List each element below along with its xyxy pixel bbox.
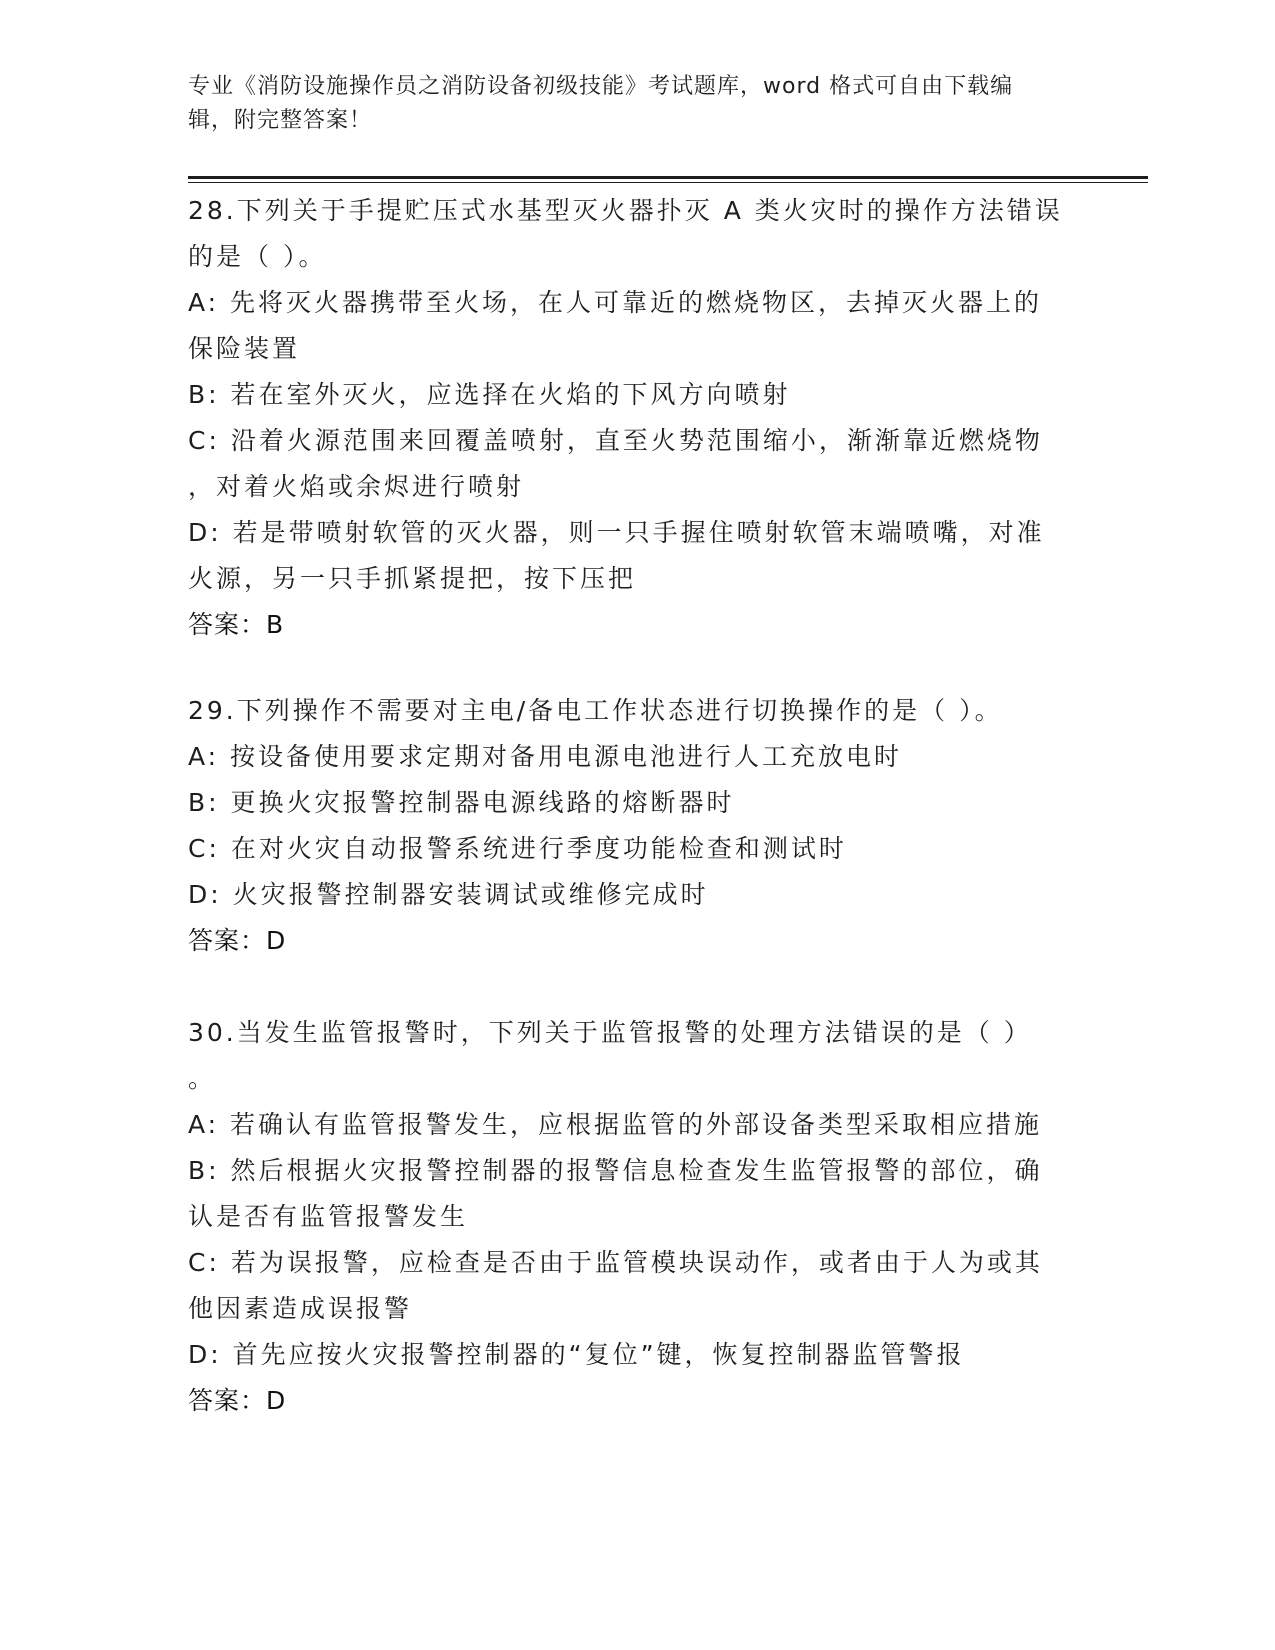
question-30: [188, 1010, 1088, 1424]
question-30-answer: 答案：D: [188, 1386, 287, 1415]
question-30-line: 30.当发生监管报警时，下列关于监管报警的处理方法错误的是（ ）: [188, 1018, 1032, 1047]
question-28-option-a-cont: 保险装置: [188, 334, 301, 363]
question-30-option-c: C: 若为误报警，应检查是否由于监管模块误动作，或者由于人为或其: [188, 1248, 1043, 1277]
question-30-option-a: A: 若确认有监管报警发生，应根据监管的外部设备类型采取相应措施: [188, 1110, 1043, 1139]
question-28-option-b: B: 若在室外灭火，应选择在火焰的下风方向喷射: [188, 380, 791, 409]
question-28-option-d-cont: 火源，另一只手抓紧提把，按下压把: [188, 564, 637, 593]
question-28-line: 28.下列关于手提贮压式水基型灭火器扑灭 A 类火灾时的操作方法错误: [188, 196, 1063, 225]
question-30-option-d: D: 首先应按火灾报警控制器的“复位”键，恢复控制器监管警报: [188, 1340, 965, 1369]
header-line-2: 辑，附完整答案！: [188, 108, 373, 133]
question-29-option-c: C: 在对火灾自动报警系统进行季度功能检查和测试时: [188, 834, 847, 863]
question-28-option-a: A: 先将灭火器携带至火场，在人可靠近的燃烧物区，去掉灭火器上的: [188, 288, 1043, 317]
question-29: [188, 688, 1088, 964]
header-line-1: 专业《消防设施操作员之消防设备初级技能》考试题库，word 格式可自由下载编: [188, 74, 1014, 99]
question-28-line: 的是（ ）。: [188, 242, 327, 271]
question-28-option-c: C: 沿着火源范围来回覆盖喷射，直至火势范围缩小，渐渐靠近燃烧物: [188, 426, 1043, 455]
question-30-option-c-cont: 他因素造成误报警: [188, 1294, 413, 1323]
question-29-option-a: A: 按设备使用要求定期对备用电源电池进行人工充放电时: [188, 742, 903, 771]
question-29-option-b: B: 更换火灾报警控制器电源线路的熔断器时: [188, 788, 735, 817]
header-divider-thick: [188, 176, 1148, 179]
question-28: [188, 188, 1088, 648]
question-30-option-b: B: 然后根据火灾报警控制器的报警信息检查发生监管报警的部位，确: [188, 1156, 1043, 1185]
question-29-option-d: D: 火灾报警控制器安装调试或维修完成时: [188, 880, 709, 909]
question-30-line: 。: [188, 1064, 217, 1093]
document-header: [188, 70, 1088, 138]
question-28-option-c-cont: ，对着火焰或余烬进行喷射: [188, 472, 525, 501]
header-divider-thin: [188, 182, 1148, 183]
question-29-answer: 答案：D: [188, 926, 287, 955]
question-29-line: 29.下列操作不需要对主电/备电工作状态进行切换操作的是（ ）。: [188, 696, 1003, 725]
question-28-option-d: D: 若是带喷射软管的灭火器，则一只手握住喷射软管末端喷嘴，对准: [188, 518, 1045, 547]
question-28-answer: 答案：B: [188, 610, 285, 639]
question-30-option-b-cont: 认是否有监管报警发生: [188, 1202, 469, 1231]
